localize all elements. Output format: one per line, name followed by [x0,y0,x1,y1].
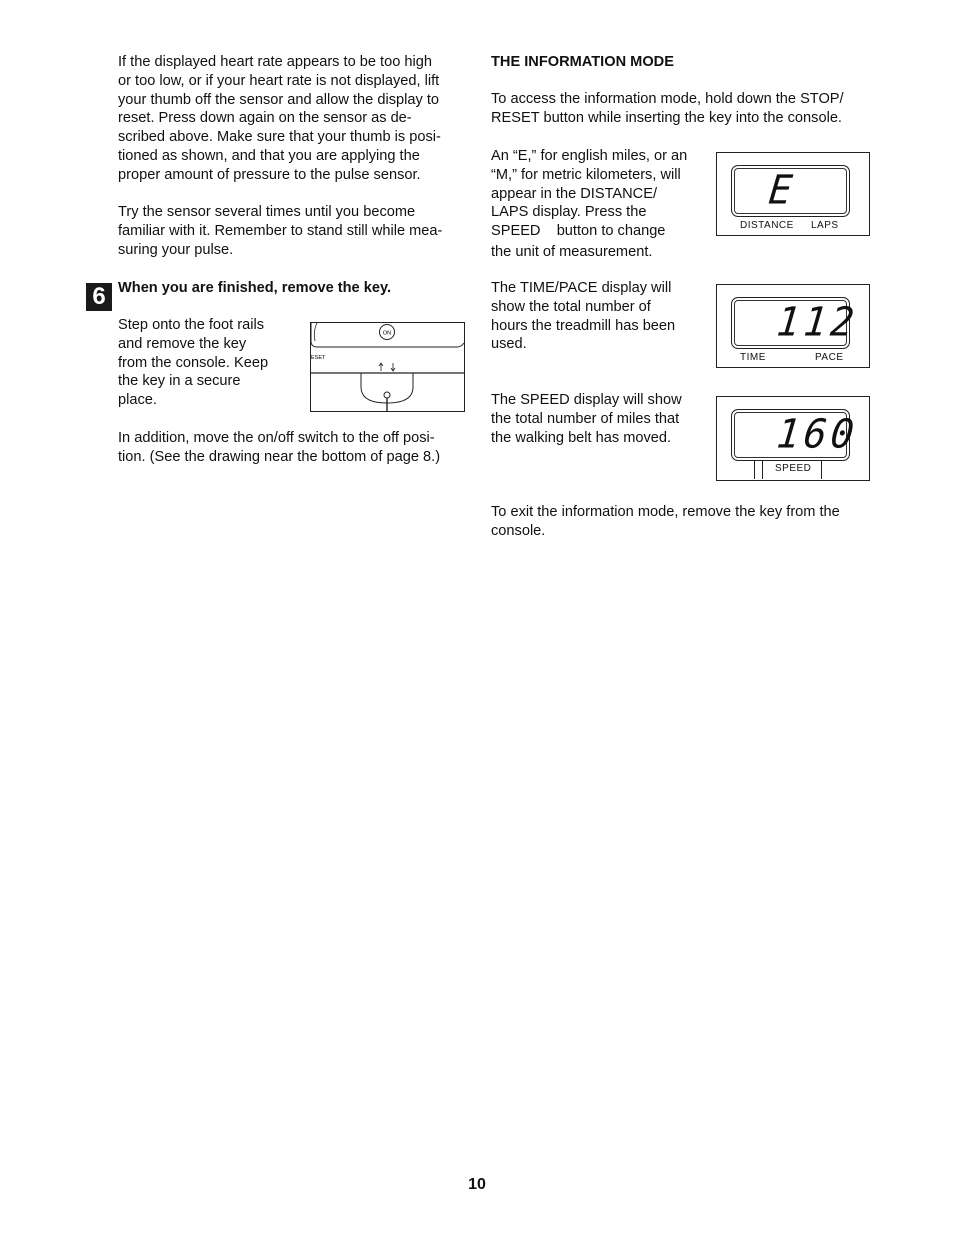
console-key-illustration [310,322,465,412]
on-off-switch-paragraph: In addition, move the on/off switch to the off posi- tion. (See the drawing near the bottom of page 8.) [118,430,441,465]
time-pace-display [716,284,870,368]
distance-paragraph: An “E,” for english miles, or an “M,” for metric kilometers, will appear in the DISTANCE/ LAPS display. Press the SPEED button to change the unit of measurement. [491,148,688,260]
heart-rate-paragraph: If the displayed heart rate appears to be too high or too low, or if your heart rate is not displayed, lift your thumb off the sensor and allow the display to reset. Press down again on the sensor as de- scribed above. Make sure that your thumb is posi- tioned as shown, and that you are applying the proper amount of pressure to the pulse sensor. [118,54,441,183]
pace-label: PACE [815,352,844,363]
step-number-badge: 6 [86,283,112,311]
time-label: TIME [740,352,766,363]
speed-display-value: 160 [774,410,861,458]
speed-label: SPEED [775,463,812,474]
time-display-value: 112 [774,298,861,346]
console-drawing [311,323,464,411]
reset-label: ESET [311,355,326,361]
distance-laps-display [716,152,870,236]
speed-label-divider-end [821,461,822,479]
section-heading: THE INFORMATION MODE [491,54,674,70]
speed-label-divider-right [762,461,763,479]
distance-label: DISTANCE [740,220,794,231]
exit-paragraph: To exit the information mode, remove the key from the console. [491,504,840,539]
distance-display-value: E [766,166,799,214]
info-mode-intro: To access the information mode, hold down the STOP/ RESET button while inserting the key into the console. [491,91,844,126]
on-button-label: ON [382,330,392,337]
up-down-arrows-icon [379,363,395,371]
sensor-practice-paragraph: Try the sensor several times until you become familiar with it. Remember to stand still while mea- suring your pulse. [118,204,443,258]
remove-key-paragraph: Step onto the foot rails and remove the key from the console. Keep the key in a secure place. [118,317,269,409]
time-paragraph: The TIME/PACE display will show the total number of hours the treadmill has been used. [491,280,676,353]
speed-display [716,396,870,481]
page-number: 10 [468,1176,486,1193]
speed-label-divider-left [754,461,755,479]
step-heading: When you are finished, remove the key. [118,280,392,296]
speed-paragraph: The SPEED display will show the total number of miles that the walking belt has moved. [491,392,682,446]
laps-label: LAPS [811,220,839,231]
key-icon [384,392,390,411]
